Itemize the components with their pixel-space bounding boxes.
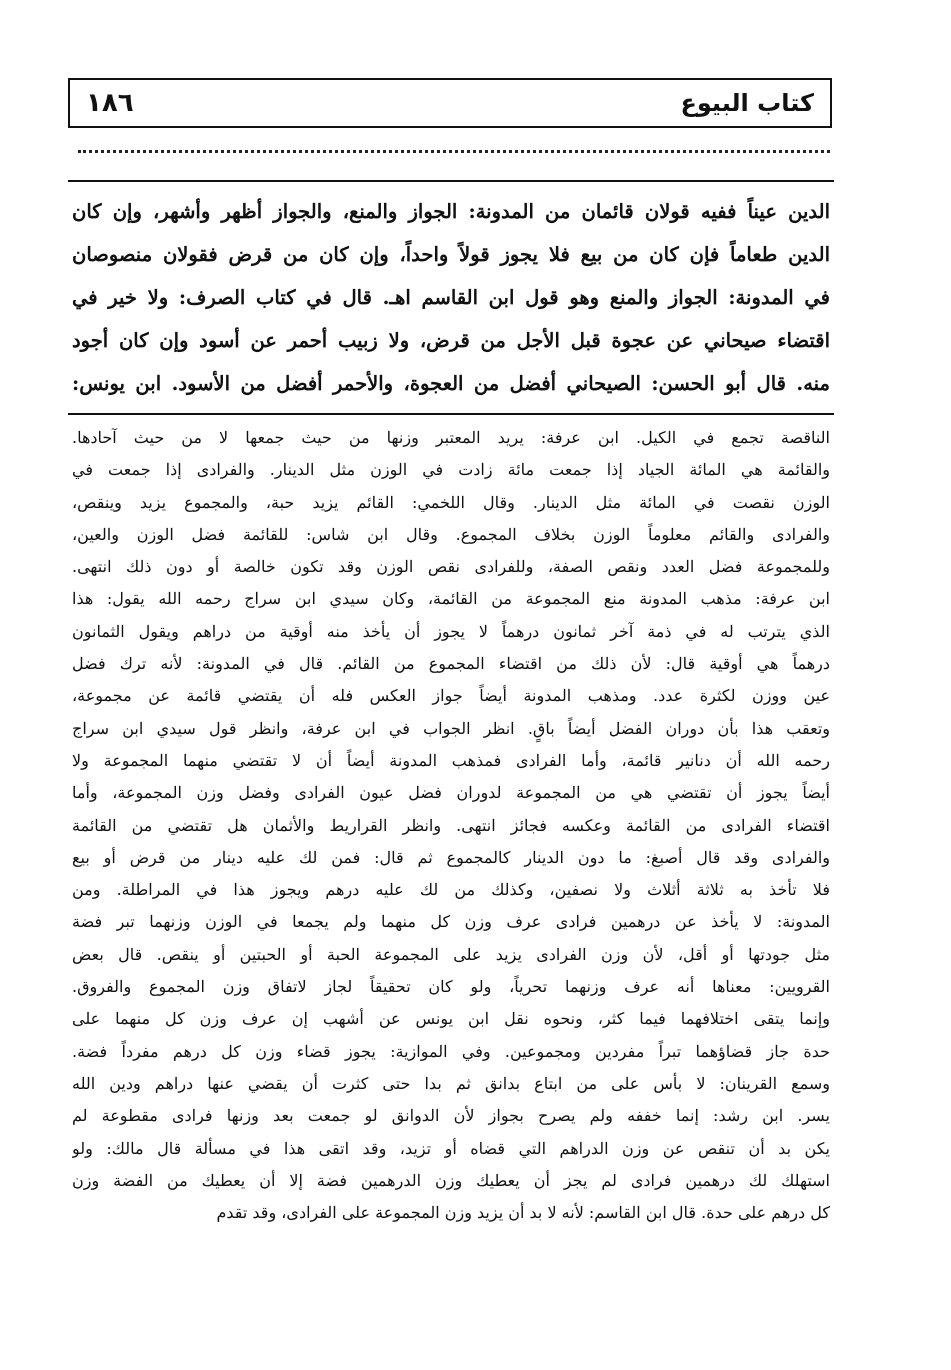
footnote-line: ابن عرفة: مذهب المدونة منع المجموعة من القائمة، وكان سيدي ابن سراج رحمه الله يقول: هذا bbox=[72, 589, 830, 609]
footnotes-block bbox=[72, 422, 830, 1229]
footnote-line: استهلك لك درهمين فرادى لم يجز أن يعطيك وزن الدرهمين فضة إلا أن يعطيك من الفضة وزن bbox=[72, 1170, 830, 1190]
footnote-line: القرويين: معناها أنه عرف وزنهما تحرياً، ولو كان تحقيقاً لجاز لاتفاق وزن المجموع والفروق. bbox=[72, 977, 830, 997]
footnote-line: حدة جاز قضاؤهما تبراً مفردين ومجموعين. وفي الموازية: يجوز قضاء وزن كل درهم مفرداً فضة. bbox=[72, 1041, 830, 1061]
footnote-line: والفرادى والقائم معلوماً الوزن بخلاف المجموع. وقال ابن شاس: للقائمة فضل الوزن والعين، bbox=[72, 524, 830, 544]
footnote-line: والقائمة هي المائة الجياد إذا جمعت مائة زادت في الوزن مثل الدينار. والفرادى إذا جمعت في bbox=[72, 460, 830, 480]
footnote-line: وللمجموعة فضل العدد ونقص الصفة، وللفرادى نقص الوزن وقد تكون خالصة أو دون ذلك انتهى. bbox=[72, 557, 830, 577]
footnote-line: وتعقب هذا بأن دوران الفضل أيضاً باقٍ. انظر الجواب في ابن عرفة، وانظر قول سيدي ابن سراج bbox=[72, 718, 830, 738]
footnote-line: والفرادى وقد قال أصبغ: ما دون الدينار كالمجموع ثم قال: فمن لك عليه دينار من قرض أو بيع bbox=[72, 847, 830, 867]
footnote-line: يكن بد أن تنقص عن وزن الدراهم التي قضاه أو تزيد، وقد اتقى هذا في مسألة قال مالك: ولو bbox=[72, 1138, 830, 1158]
footnote-line: وسمع القرينان: لا بأس على من ابتاع بدانق ثم بدا حتى كثرت أن يقضي عنها دراهم ودين الله bbox=[72, 1073, 830, 1093]
main-text-line: الدين طعاماً فإن كان من بيع فلا يجوز قولاً واحداً، وإن كان من قرض فقولان منصوصان bbox=[72, 243, 830, 266]
main-text-line: منه. قال أبو الحسن: الصيحاني أفضل من العجوة، والأحمر أفضل من الأسود. ابن يونس: bbox=[72, 372, 830, 395]
main-text-line: الدين عيناً ففيه قولان قائمان من المدونة: الجواز والمنع، والجواز أظهر وأشهر، وإن كان bbox=[72, 200, 830, 223]
header-title: كتاب البيوع bbox=[680, 89, 814, 117]
footnote-line: مثل جودتها أو أقل، لأن وزن الفرادى يزيد على المجموعة الحبة أو الحبتين أو ينقص. قال بعض bbox=[72, 944, 830, 964]
footnote-line: الناقصة تجمع في الكيل. ابن عرفة: يريد المعتبر وزنها من حيث جمعها لا من حيث آحادها. bbox=[72, 428, 830, 447]
footnote-line: عين ووزن لكثرة عدد. ومذهب المدونة أيضاً جواز العكس فله أن يقتضي قائمة عن مجموعة، bbox=[72, 686, 830, 706]
page-number: ١٨٦ bbox=[86, 88, 134, 118]
running-header bbox=[68, 78, 832, 128]
footnote-line: درهماً هي أوقية قال: لأن ذلك من اقتضاء المجموع من القائم. قال في المدونة: لأنه ترك فضل bbox=[72, 654, 830, 674]
footnote-line: فلا تأخذ به ثلاثة أثلاث ولا نصفين، وكذلك من لك عليه درهم ويجوز هذا في المراطلة. ومن bbox=[72, 880, 830, 900]
footnote-rule bbox=[68, 413, 834, 415]
main-text-block bbox=[72, 190, 830, 405]
footnote-line: وإنما يتقى اختلافهما فيما كثر، ونحوه نقل ابن يونس عن أشهب إن عرف وزن كل منهما على bbox=[72, 1009, 830, 1029]
main-text-line: في المدونة: الجواز والمنع وهو قول ابن القاسم اهـ. قال في كتاب الصرف: ولا خير في bbox=[72, 286, 830, 309]
footnote-line: اقتضاء الفرادى من القائمة وعكسه فجائز انتهى. وانظر القراريط والأثمان هل تقتضي من القائمة bbox=[72, 815, 830, 835]
footnote-line: المدونة: لا يأخذ عن درهمين فرادى عرف وزن كل منهما ولم يجمعا في الوزن وزنهما تبر فضة bbox=[72, 912, 830, 932]
footnote-line: الذي يترتب له في ذمة آخر ثمانون درهماً لا يجوز أن يأخذ منه أوقية من دراهم ويقول الثمانون bbox=[72, 621, 830, 641]
footnote-line: كل درهم على حدة. قال ابن القاسم: لأنه لا بد أن يزيد وزن المجموعة على الفرادى، وقد تقدم bbox=[216, 1203, 830, 1223]
footnote-line: الوزن نقصت في المائة مثل الدينار. وقال اللخمي: القائم يزيد حبة، والمجموع يزيد وينقص، bbox=[72, 492, 830, 512]
dotted-separator bbox=[78, 150, 830, 153]
main-text-line: اقتضاء صيحاني عن عجوة قبل الأجل من قرض، ولا زبيب أحمر عن أسود وإن كان أجود bbox=[72, 329, 830, 352]
top-rule bbox=[68, 180, 834, 182]
footnote-line: رحمه الله أن دنانير قائمة، وأما الفرادى فمذهب المدونة أيضاً أن لا تقتضي منهما المجموعة ولا bbox=[72, 750, 830, 770]
footnote-line: أيضاً يجوز أن تقتضي هي من المجموعة لدوران فضل عيون الفرادى وفضل وزن المجموعة، وأما bbox=[72, 783, 830, 803]
footnote-line: يسر. ابن رشد: إنما خففه ولم يصرح بجواز لأن الدوانق لو جمعت بعد وزنها فرادى مقطوعة لم bbox=[72, 1106, 830, 1126]
